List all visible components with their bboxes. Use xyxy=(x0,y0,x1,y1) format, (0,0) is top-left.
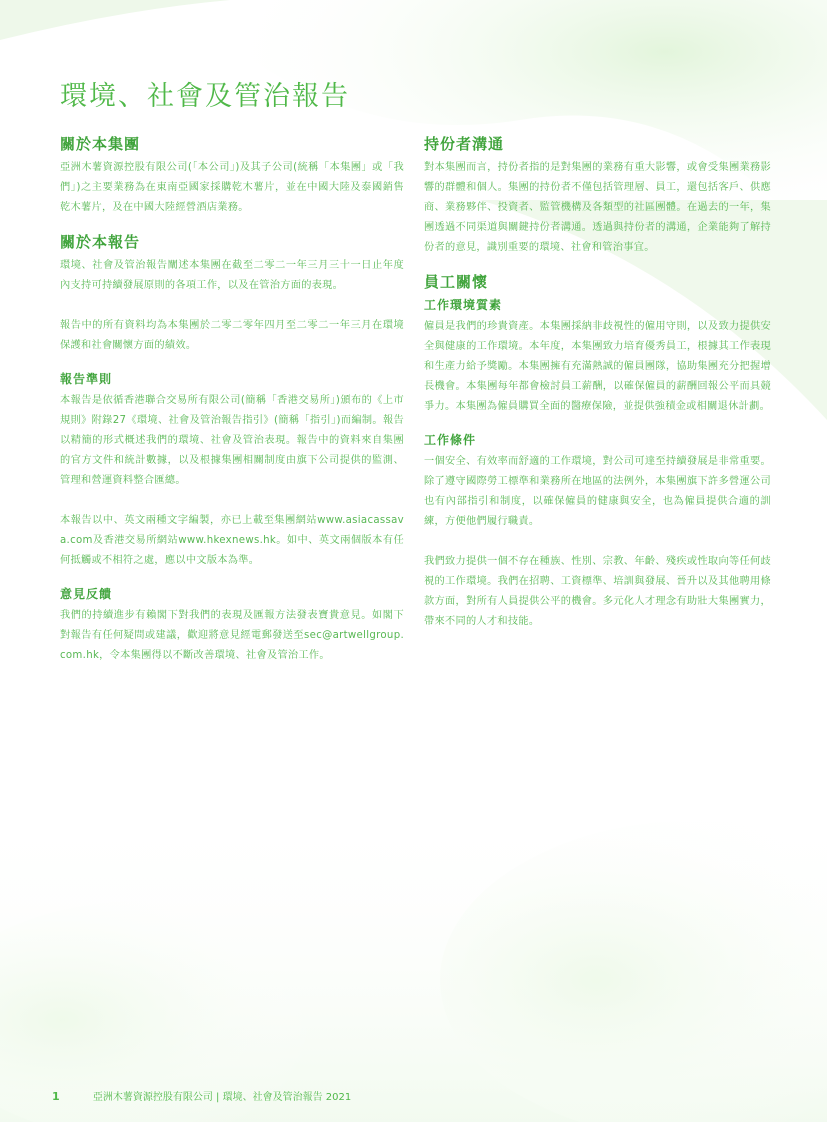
about-group-section xyxy=(60,134,404,218)
about-report-paragraph-1: 環境、社會及管治報告闡述本集團在截至二零二一年三月三十一日止年度內支持可持續發展原則的各項工作，以及在管治方面的表現。 xyxy=(60,260,404,291)
stakeholders-paragraph: 對本集團而言，持份者指的是對集團的業務有重大影響，或會受集團業務影響的群體和個人。集團的持份者不僅包括管理層、員工，還包括客戶、供應商、業務夥伴、投資者、監管機構及各類型的社區團體。在過去的一年，集團透過不同渠道與關鍵持份者溝通。透過與持份者的溝通，企業能夠了解持份者的意見，識別重要的環境、社會和管治事宜。 xyxy=(424,162,771,253)
work-conditions-paragraph-2: 我們致力提供一個不存在種族、性別、宗教、年齡、殘疾或性取向等任何歧視的工作環境。我們在招聘、工資標準、培訓與發展、晉升以及其他聘用條款方面，對所有人員提供公平的機會。多元化人才理念有助壯大集團實力，帶來不同的人才和技能。 xyxy=(424,556,771,627)
about-report-heading: 關於本報告 xyxy=(60,233,141,251)
work-conditions-paragraph-1: 一個安全、有效率而舒適的工作環境，對公司可達至持續發展是非常重要。除了遵守國際勞工標準和業務所在地區的法例外，本集團旗下許多營運公司也有內部指引和制度，以確保僱員的健康與安全，也為僱員提供合適的訓練，方便他們履行職責。 xyxy=(424,456,771,527)
right-column xyxy=(424,134,771,632)
work-environment-paragraph: 僱員是我們的珍貴資產。本集團採納非歧視性的僱用守則，以及致力提供安全與健康的工作環境。本年度，本集團致力培育優秀員工，根據其工作表現和生產力給予獎勵。本集團擁有充滿熱誠的僱員團隊，協助集團充分把握增長機會。本集團每年都會檢討員工薪酬，以確保僱員的薪酬回報公平而具競爭力。本集團為僱員購買全面的醫療保險，並提供強積金或相關退休計劃。 xyxy=(424,321,771,412)
page-number: 1 xyxy=(52,1090,60,1103)
stakeholders-heading: 持份者溝通 xyxy=(424,135,505,153)
footer-text: 亞洲木薯資源控股有限公司 | 環境、社會及管治報告 2021 xyxy=(92,1092,352,1103)
employees-section xyxy=(424,272,771,632)
page-footer xyxy=(52,1088,351,1103)
standards-paragraph-2: 本報告以中、英文兩種文字編製，亦已上載至集團網站www.asiacassava.com及香港交易所網站www.hkexnews.hk。如中、英文兩個版本有任何抵觸或不相符之處，應以中文版本為準。 xyxy=(60,515,404,566)
standards-paragraph-1: 本報告是依循香港聯合交易所有限公司(簡稱「香港交易所」)頒布的《上市規則》附錄27《環境、社會及管治報告指引》(簡稱「指引」)而編制。報告以精簡的形式概述我們的環境、社會及管治表現。報告中的資料來自集團的官方文件和統計數據，以及根據集團相關制度由旗下公司提供的監測、管理和營運資料整合匯總。 xyxy=(60,395,404,486)
feedback-heading: 意見反饋 xyxy=(60,587,113,601)
about-group-paragraph: 亞洲木薯資源控股有限公司(「本公司」)及其子公司(統稱「本集團」或「我們」)之主要業務為在東南亞國家採購乾木薯片，並在中國大陸及泰國銷售乾木薯片，及在中國大陸經營酒店業務。 xyxy=(60,162,404,213)
employees-heading: 員工關懷 xyxy=(424,273,489,291)
about-group-heading: 關於本集團 xyxy=(60,135,141,153)
about-report-section xyxy=(60,232,404,356)
about-report-paragraph-2: 報告中的所有資料均為本集團於二零二零年四月至二零二一年三月在環境保護和社會關懷方面的績效。 xyxy=(60,320,404,351)
left-column xyxy=(60,134,404,666)
stakeholders-section xyxy=(424,134,771,258)
standards-section xyxy=(60,370,404,571)
work-environment-heading: 工作環境質素 xyxy=(424,298,503,312)
feedback-paragraph: 我們的持續進步有賴閣下對我們的表現及匯報方法發表寶貴意見。如閣下對報告有任何疑問或建議，歡迎將意見經電郵發送至sec@artwellgroup.com.hk，令本集團得以不斷改善環境、社會及管治工作。 xyxy=(60,610,404,661)
standards-heading: 報告準則 xyxy=(60,372,113,386)
page-title: 環境、社會及管治報告 xyxy=(60,81,350,113)
work-conditions-heading: 工作條件 xyxy=(424,433,477,447)
feedback-section xyxy=(60,585,404,666)
